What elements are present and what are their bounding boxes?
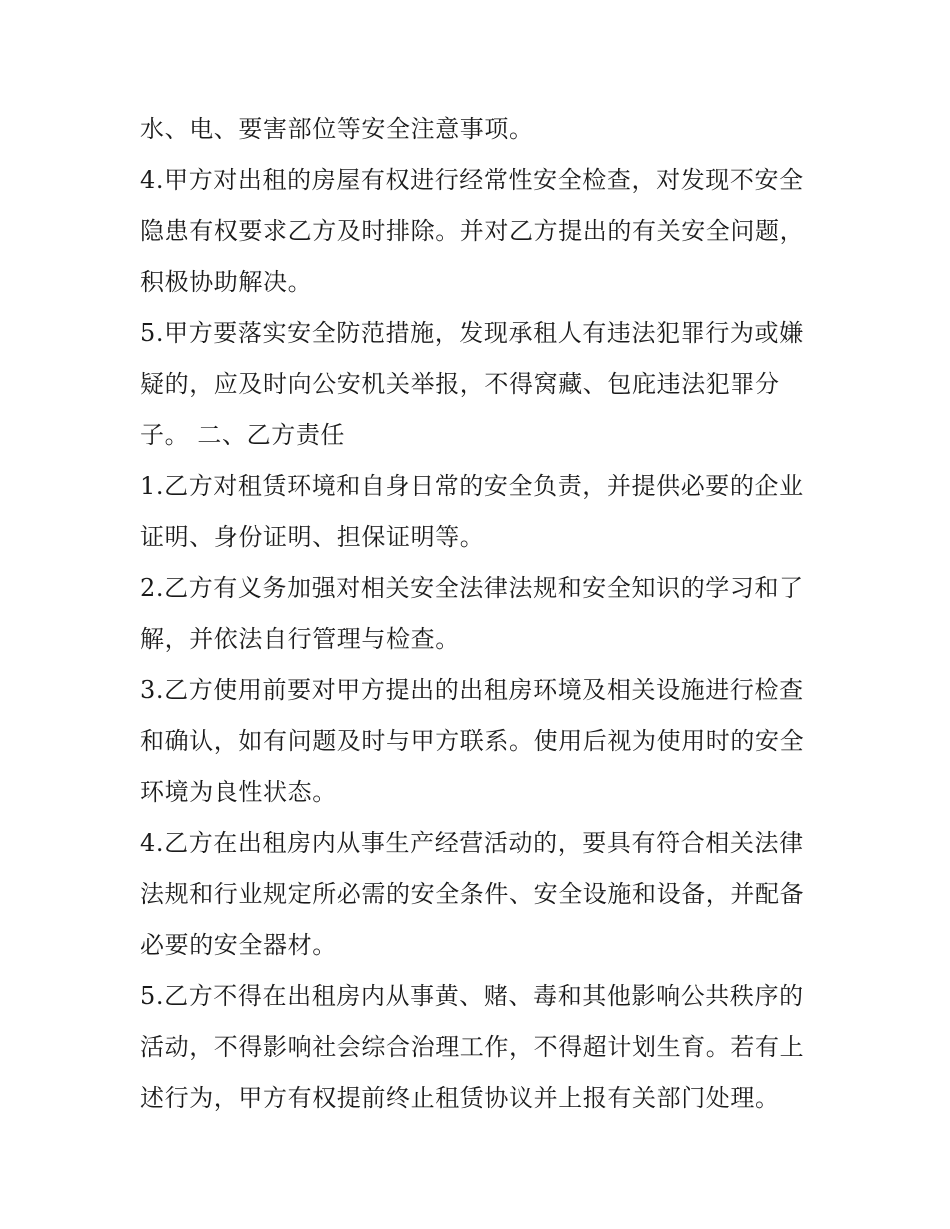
text-line: 疑的，应及时向公安机关举报，不得窝藏、包庇违法犯罪分 [140, 370, 780, 398]
text-line: 3.乙方使用前要对甲方提出的出租房环境及相关设施进行检查 [140, 676, 804, 704]
document-body [140, 104, 820, 1124]
text-line: 隐患有权要求乙方及时排除。并对乙方提出的有关安全问题， [140, 217, 805, 245]
text-line: 和确认，如有问题及时与甲方联系。使用后视为使用时的安全 [140, 727, 805, 755]
text-line: 活动，不得影响社会综合治理工作，不得超计划生育。若有上 [140, 1033, 805, 1061]
text-line: 证明、身份证明、担保证明等。 [140, 523, 485, 551]
text-line: 子。 二、乙方责任 [140, 421, 346, 449]
text-line: 积极协助解决。 [140, 268, 313, 296]
text-line: 4.乙方在出租房内从事生产经营活动的，要具有符合相关法律 [140, 829, 804, 857]
text-line: 法规和行业规定所必需的安全条件、安全设施和设备，并配备 [140, 880, 805, 908]
text-line: 5.乙方不得在出租房内从事黄、赌、毒和其他影响公共秩序的 [140, 982, 804, 1010]
text-line: 述行为，甲方有权提前终止租赁协议并上报有关部门处理。 [140, 1084, 780, 1112]
text-line: 1.乙方对租赁环境和自身日常的安全负责，并提供必要的企业 [140, 472, 804, 500]
text-line: 环境为良性状态。 [140, 778, 337, 806]
text-line: 4.甲方对出租的房屋有权进行经常性安全检查，对发现不安全 [140, 166, 804, 194]
text-line: 2.乙方有义务加强对相关安全法律法规和安全知识的学习和了 [140, 574, 804, 602]
text-line: 水、电、要害部位等安全注意事项。 [140, 115, 534, 143]
text-line: 5.甲方要落实安全防范措施，发现承租人有违法犯罪行为或嫌 [140, 319, 804, 347]
text-line: 必要的安全器材。 [140, 931, 337, 959]
text-line: 解，并依法自行管理与检查。 [140, 625, 460, 653]
